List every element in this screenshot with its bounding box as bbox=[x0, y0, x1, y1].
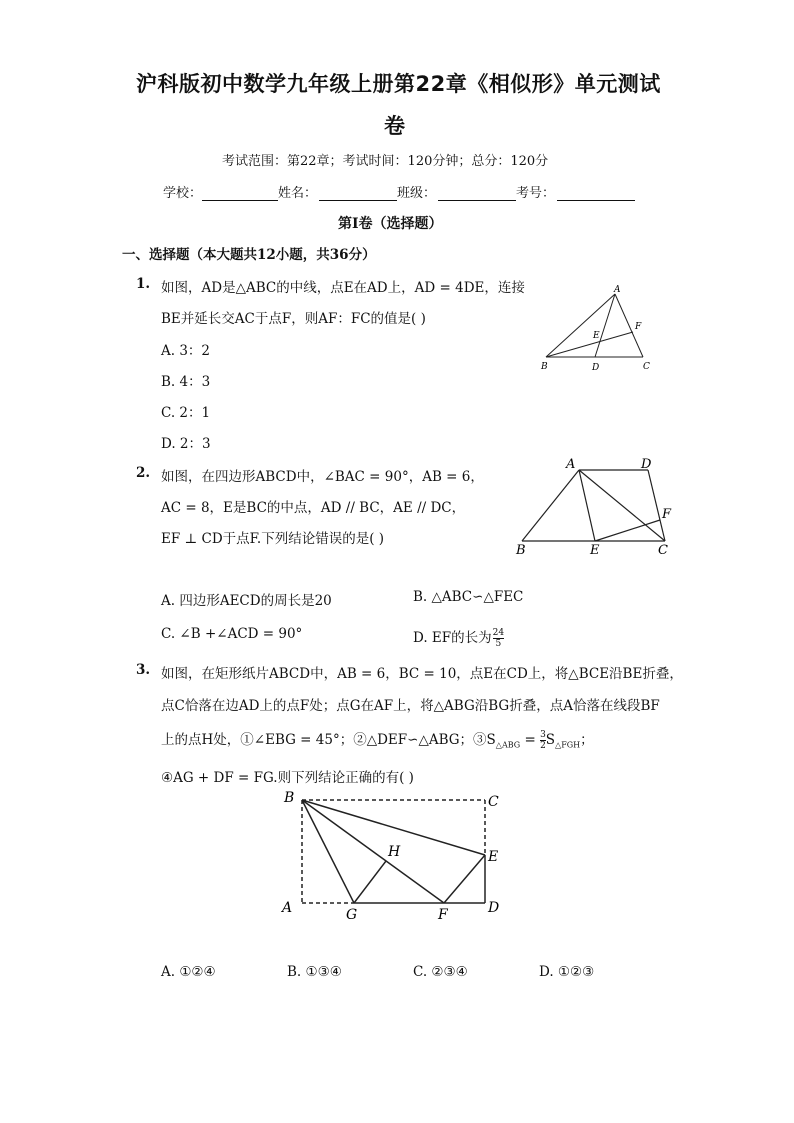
section-heading: 一、选择题（本大题共12小题，共36分） bbox=[122, 247, 376, 263]
q3-line3 bbox=[161, 728, 594, 751]
field-school-label: 学校： bbox=[163, 186, 203, 201]
q3-frac-den: 2 bbox=[540, 741, 546, 751]
field-name-label: 姓名： bbox=[278, 186, 318, 201]
q2-line3: EF ⊥ CD于点F.下列结论错误的是( ) bbox=[161, 531, 385, 547]
field-class-label: 班级： bbox=[397, 186, 437, 201]
q2-label-b: B bbox=[516, 543, 526, 558]
q1-label-d: D bbox=[592, 363, 600, 373]
q3-label-h: H bbox=[388, 844, 401, 860]
q1-option-b[interactable]: B. 4：3 bbox=[161, 374, 211, 390]
q1-label-e: E bbox=[593, 331, 600, 341]
q3-seg-fe bbox=[444, 855, 485, 903]
q3-frac-num: 3 bbox=[540, 730, 546, 740]
q2-option-d-text: D. EF的长为 bbox=[413, 630, 492, 646]
q3-seg-bf bbox=[302, 800, 444, 903]
q2-option-b[interactable]: B. △ABC∽△FEC bbox=[413, 589, 524, 605]
field-class-blank[interactable] bbox=[438, 188, 516, 201]
q2-label-e: E bbox=[590, 543, 600, 558]
q2-number: 2. bbox=[136, 465, 151, 481]
q3-line2: 点C恰落在边AD上的点F处；点G在AF上，将△ABG沿BG折叠，点A恰落在线段BF bbox=[161, 698, 660, 714]
q3-seg-gh bbox=[354, 861, 386, 903]
q2-seg-ab bbox=[522, 470, 579, 541]
q3-line1: 如图，在矩形纸片ABCD中，AB = 6，BC = 10，点E在CD上，将△BCE沿BE折叠， bbox=[161, 666, 683, 682]
q2-line2: AC = 8，E是BC的中点，AD // BC，AE // DC， bbox=[161, 500, 466, 516]
q2-option-d[interactable] bbox=[413, 626, 504, 649]
q3-label-e: E bbox=[488, 849, 499, 865]
student-fields bbox=[163, 182, 635, 201]
q3-label-d: D bbox=[488, 900, 500, 916]
q2-seg-dc bbox=[648, 470, 665, 541]
q3-label-a: A bbox=[282, 900, 293, 916]
q3-line3-c: ； bbox=[580, 732, 594, 748]
field-id-label: 考号： bbox=[516, 186, 556, 201]
q2-frac-num: 24 bbox=[492, 628, 505, 638]
q3-label-g: G bbox=[346, 907, 358, 923]
page-title-line1: 沪科版初中数学九年级上册第22章《相似形》单元测试 bbox=[136, 72, 661, 96]
q3-label-c: C bbox=[488, 794, 499, 810]
q1-label-f: F bbox=[635, 322, 642, 332]
q2-fraction bbox=[493, 628, 504, 649]
q3-line3-a: 上的点H处，①∠EBG = 45°；②△DEF∽△ABG；③S bbox=[161, 732, 496, 748]
page-title-line2: 卷 bbox=[384, 114, 406, 138]
q2-figure bbox=[508, 454, 678, 558]
q1-number: 1. bbox=[136, 276, 151, 292]
field-id-blank[interactable] bbox=[557, 188, 635, 201]
q3-option-b[interactable]: B. ①③④ bbox=[287, 964, 342, 980]
q3-figure bbox=[278, 786, 508, 926]
q1-label-a: A bbox=[614, 285, 621, 295]
q3-option-a[interactable]: A. ①②④ bbox=[161, 964, 216, 980]
exam-info: 考试范围：第22章；考试时间：120分钟；总分：120分 bbox=[222, 154, 549, 169]
q1-line1: 如图，AD是△ABC的中线，点E在AD上，AD = 4DE，连接 bbox=[161, 280, 525, 296]
q3-label-f: F bbox=[438, 907, 448, 923]
q3-label-b: B bbox=[284, 790, 295, 806]
q3-seg-bg bbox=[302, 800, 354, 903]
q2-option-a[interactable]: A. 四边形AECD的周长是20 bbox=[161, 593, 332, 609]
field-name-blank[interactable] bbox=[319, 188, 397, 201]
q2-label-f: F bbox=[662, 507, 672, 522]
q2-frac-den: 5 bbox=[495, 639, 502, 649]
q1-label-c: C bbox=[643, 362, 650, 372]
q2-option-c[interactable]: C. ∠B +∠ACD = 90° bbox=[161, 626, 303, 642]
q1-label-b: B bbox=[541, 362, 548, 372]
q2-seg-ac bbox=[579, 470, 665, 541]
q1-line2: BE并延长交AC于点F，则AF：FC的值是( ) bbox=[161, 311, 426, 327]
q2-line1: 如图，在四边形ABCD中，∠BAC = 90°，AB = 6， bbox=[161, 469, 484, 485]
q1-option-a[interactable]: A. 3：2 bbox=[161, 343, 211, 359]
q3-option-c[interactable]: C. ②③④ bbox=[413, 964, 468, 980]
q3-sub-abg: △ABG bbox=[495, 740, 521, 750]
q3-eq: = bbox=[520, 732, 541, 748]
q1-option-c[interactable]: C. 2：1 bbox=[161, 405, 211, 421]
q3-line3-b: S bbox=[545, 732, 556, 748]
q2-label-c: C bbox=[658, 543, 668, 558]
q1-option-d[interactable]: D. 2：3 bbox=[161, 436, 211, 452]
field-school-blank[interactable] bbox=[202, 188, 278, 201]
q2-label-a: A bbox=[566, 457, 576, 472]
q3-sub-fgh: △FGH bbox=[555, 740, 581, 750]
q3-number: 3. bbox=[136, 662, 151, 678]
q2-label-d: D bbox=[641, 457, 652, 472]
volume-title: 第Ⅰ卷（选择题） bbox=[338, 216, 443, 232]
q2-seg-ef bbox=[595, 520, 660, 541]
q1-figure bbox=[536, 280, 666, 376]
q3-option-d[interactable]: D. ①②③ bbox=[539, 964, 595, 980]
q3-line4: ④AG + DF = FG.则下列结论正确的有( ) bbox=[161, 770, 414, 786]
